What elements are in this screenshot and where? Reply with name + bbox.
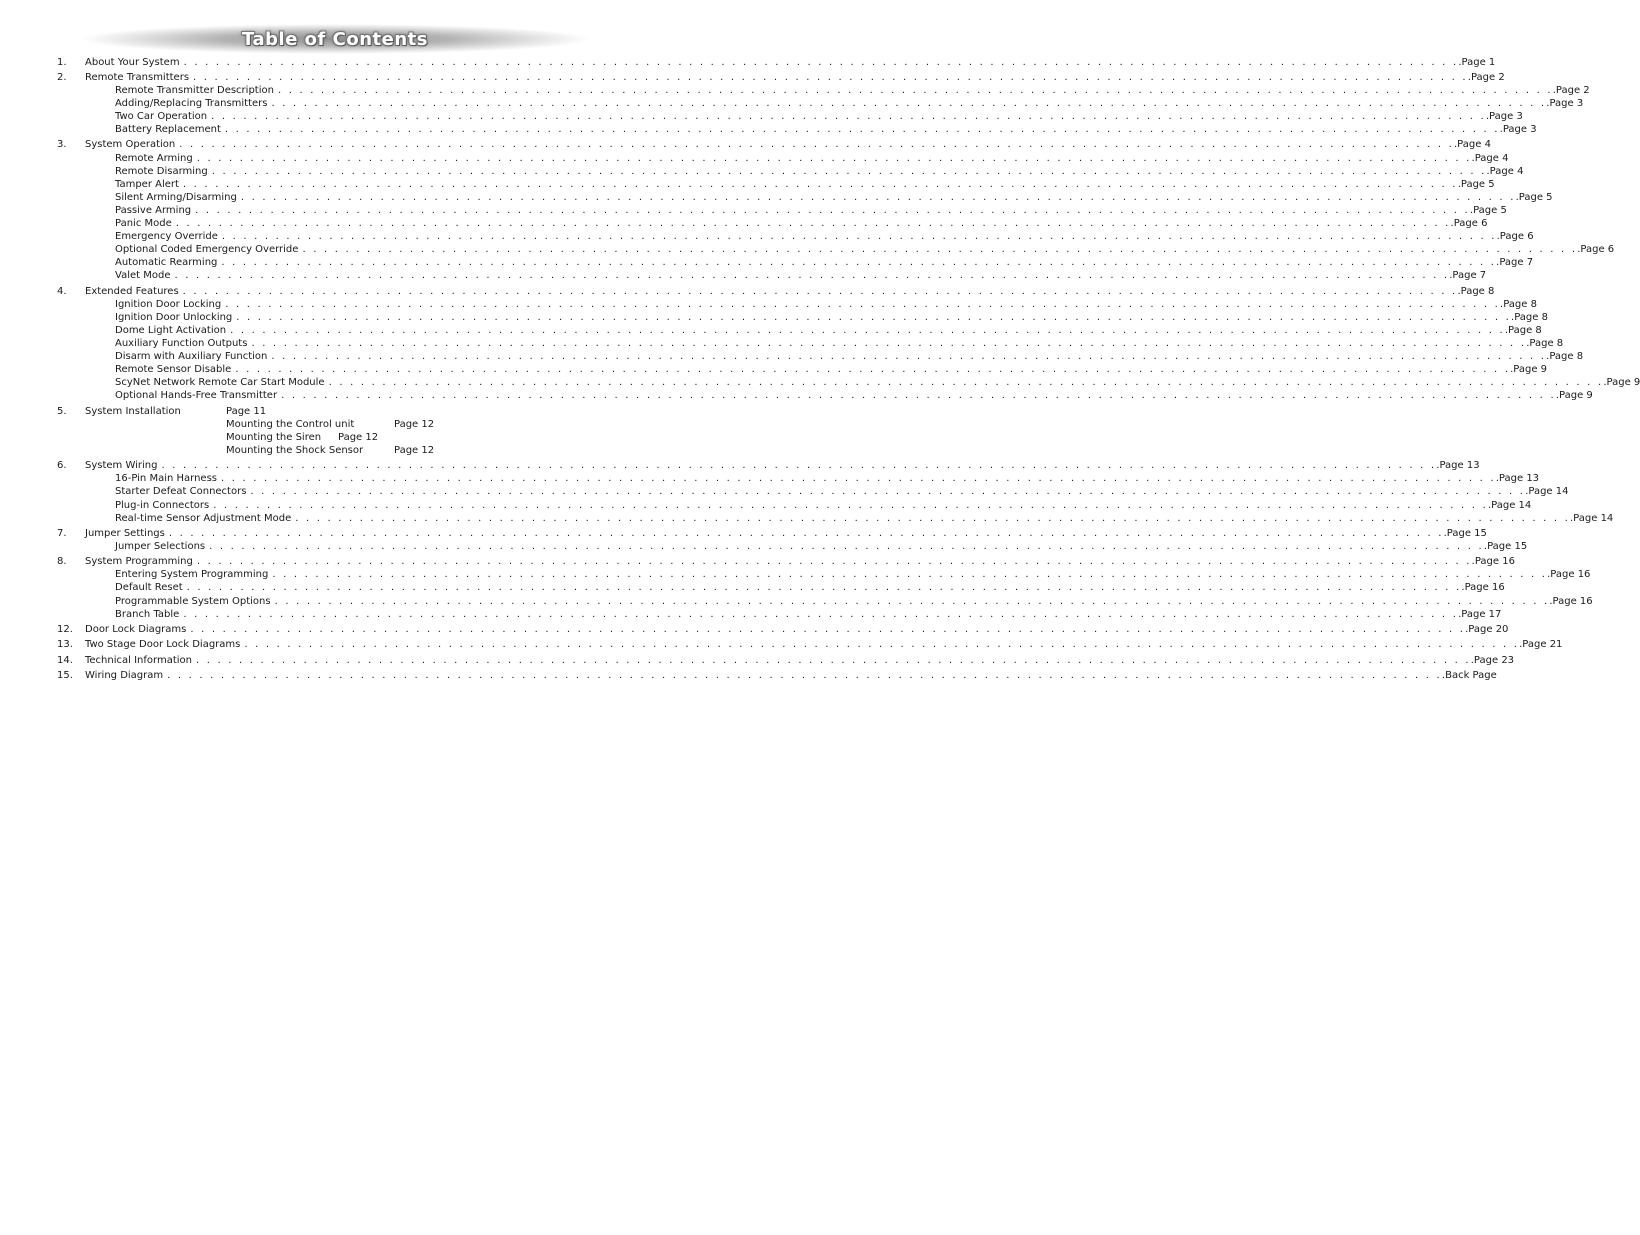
entry-page: Page 12 [394, 419, 435, 430]
entry-label: Optional Hands-Free Transmitter [115, 389, 281, 402]
toc-subentry[interactable] [115, 165, 1524, 178]
entry-label: Adding/Replacing Transmitters [115, 97, 272, 110]
entry-label: Dome Light Activation [115, 324, 230, 337]
dot-leader: . . . . . . . . . . . . . . . . . . . . . . . . . . . . . . . . . . . . . . . . . . . . . . . . . . . . . . . . . . . . . . . . . . . . . . . . . . . . . . . . . . . . . . . . . . . . . . . . . . . . . . . . . . . . . . . . . . . . . . . [183, 609, 1459, 620]
entry-page: .Page 15 [1483, 541, 1528, 552]
entry-label[interactable]: Mounting the Control unit [226, 419, 355, 430]
dot-leader: . . . . . . . . . . . . . . . . . . . . . . . . . . . . . . . . . . . . . . . . . . . . . . . . . . . . . . . . . . . . . . . . . . . . . . . . . . . . . . . . . . . . . . . . . . . . . . . . . . . . . . . . . . . . . . . . . . . . . . . [186, 582, 1462, 593]
toc-subentry[interactable] [115, 581, 1505, 594]
toc-entry[interactable] [85, 459, 1480, 472]
entry-page: .Page 4 [1454, 139, 1491, 150]
entry-label: Technical Information [85, 654, 196, 667]
entry-page: .Page 14 [1570, 513, 1614, 524]
toc-entry[interactable] [85, 527, 1487, 540]
entry-page: .Page 8 [1511, 312, 1548, 323]
entry-page: .Page 8 [1457, 286, 1495, 297]
dot-leader: . . . . . . . . . . . . . . . . . . . . . . . . . . . . . . . . . . . . . . . . . . . . . . . . . . . . . . . . . . . . . . . . . . . . . . . . . . . . . . . . . . . . . . . . . . . . . . . . . . . . . . . . . . . . . . . . . . . . . . . [271, 98, 1547, 109]
entry-label: Passive Arming [115, 204, 195, 217]
entry-page: Page 12 [338, 432, 379, 443]
entry-label: 16-Pin Main Harness [115, 472, 221, 485]
entry-page: .Page 3 [1499, 124, 1537, 135]
entry-page: .Page 13 [1495, 473, 1540, 484]
entry-label: Default Reset [115, 581, 187, 594]
dot-leader: . . . . . . . . . . . . . . . . . . . . . . . . . . . . . . . . . . . . . . . . . . . . . . . . . . . . . . . . . . . . . . . . . . . . . . . . . . . . . . . . . . . . . . . . . . . . . . . . . . . . . . . . . . . . . . . . . . . . . . . [271, 351, 1547, 362]
entry-page: .Page 9 [1510, 364, 1548, 375]
entry-label: System Programming [85, 555, 197, 568]
toc-subentry[interactable] [115, 568, 1591, 581]
entry-page: Page 12 [394, 445, 435, 456]
section-number: 4. [57, 286, 67, 297]
entry-label: Silent Arming/Disarming [115, 191, 241, 204]
dot-leader: . . . . . . . . . . . . . . . . . . . . . . . . . . . . . . . . . . . . . . . . . . . . . . . . . . . . . . . . . . . . . . . . . . . . . . . . . . . . . . . . . . . . . . . . . . . . . . . . . . . . . . . . . . . . . . . . . . . . . . . [235, 364, 1511, 375]
entry-page: .Page 5 [1469, 205, 1507, 216]
entry-label: ScyNet Network Remote Car Start Module [115, 376, 329, 389]
entry-page: .Page 14 [1525, 486, 1569, 497]
toc-subentry[interactable] [115, 298, 1537, 311]
toc-subentry[interactable] [115, 499, 1532, 512]
entry-page: .Page 23 [1470, 655, 1515, 666]
dot-leader: . . . . . . . . . . . . . . . . . . . . . . . . . . . . . . . . . . . . . . . . . . . . . . . . . . . . . . . . . . . . . . . . . . . . . . . . . . . . . . . . . . . . . . . . . . . . . . . . . . . . . . . . . . . . . . . . . . . . . . . [182, 179, 1458, 190]
entry-page: .Page 8 [1526, 338, 1564, 349]
entry-label: Starter Defeat Connectors [115, 485, 250, 498]
toc-subentry[interactable] [115, 389, 1593, 402]
section-number: 8. [57, 556, 67, 567]
entry-label: Optional Coded Emergency Override [115, 243, 302, 256]
toc-subentry[interactable] [115, 337, 1564, 350]
toc-subentry[interactable] [115, 595, 1593, 608]
entry-page: .Page 5 [1515, 192, 1553, 203]
dot-leader: . . . . . . . . . . . . . . . . . . . . . . . . . . . . . . . . . . . . . . . . . . . . . . . . . . . . . . . . . . . . . . . . . . . . . . . . . . . . . . . . . . . . . . . . . . . . . . . . . . . . . . . . . . . . . . . . . . . . . . . [174, 270, 1450, 281]
toc-subentry[interactable] [115, 376, 1640, 389]
dot-leader: . . . . . . . . . . . . . . . . . . . . . . . . . . . . . . . . . . . . . . . . . . . . . . . . . . . . . . . . . . . . . . . . . . . . . . . . . . . . . . . . . . . . . . . . . . . . . . . . . . . . . . . . . . . . . . . . . . . . . . . [190, 624, 1466, 635]
entry-label: Real-time Sensor Adjustment Mode [115, 512, 295, 525]
dot-leader: . . . . . . . . . . . . . . . . . . . . . . . . . . . . . . . . . . . . . . . . . . . . . . . . . . . . . . . . . . . . . . . . . . . . . . . . . . . . . . . . . . . . . . . . . . . . . . . . . . . . . . . . . . . . . . . . . . . . . . . [221, 257, 1497, 268]
dot-leader: . . . . . . . . . . . . . . . . . . . . . . . . . . . . . . . . . . . . . . . . . . . . . . . . . . . . . . . . . . . . . . . . . . . . . . . . . . . . . . . . . . . . . . . . . . . . . . . . . . . . . . . . . . . . . . . . . . . . . . . [167, 670, 1442, 681]
section-number: 14. [57, 655, 73, 666]
toc-subentry[interactable] [115, 110, 1523, 123]
entry-page: .Page 8 [1504, 325, 1542, 336]
section-number: 6. [57, 460, 67, 471]
dot-leader: . . . . . . . . . . . . . . . . . . . . . . . . . . . . . . . . . . . . . . . . . . . . . . . . . . . . . . . . . . . . . . . . . . . . . . . . . . . . . . . . . . . . . . . . . . . . . . . . . . . . . . . . . . . . . . . . . . . . . . . [250, 486, 1526, 497]
toc-subentry[interactable] [115, 123, 1537, 136]
entry-label: Remote Arming [115, 152, 197, 165]
section-number: 12. [57, 624, 73, 635]
entry-label: System Operation [85, 138, 179, 151]
toc-entry[interactable] [85, 138, 1491, 151]
dot-leader: . . . . . . . . . . . . . . . . . . . . . . . . . . . . . . . . . . . . . . . . . . . . . . . . . . . . . . . . . . . . . . . . . . . . . . . . . . . . . . . . . . . . . . . . . . . . . . . . . . . . . . . . . . . . . . . . . . . . . . . [224, 124, 1500, 135]
entry-page: .Page 16 [1547, 569, 1591, 580]
entry-label: Ignition Door Unlocking [115, 311, 236, 324]
entry-label: System Wiring [85, 459, 162, 472]
entry-label: Disarm with Auxiliary Function [115, 350, 271, 363]
section-number: 13. [57, 639, 73, 650]
entry-page: .Back Page [1441, 670, 1497, 681]
entry-page: .Page 1 [1458, 57, 1496, 68]
toc-entry[interactable] [85, 71, 1505, 84]
toc-entry[interactable] [85, 669, 1497, 682]
entry-label: Remote Transmitter Description [115, 84, 278, 97]
entry-page: .Page 3 [1546, 98, 1584, 109]
dot-leader: . . . . . . . . . . . . . . . . . . . . . . . . . . . . . . . . . . . . . . . . . . . . . . . . . . . . . . . . . . . . . . . . . . . . . . . . . . . . . . . . . . . . . . . . . . . . . . . . . . . . . . . . . . . . . . . . . . . . . . . [221, 231, 1497, 242]
entry-page: .Page 20 [1465, 624, 1509, 635]
toc-subentry[interactable] [115, 243, 1615, 256]
toc-subentry[interactable] [115, 324, 1542, 337]
entry-label: Remote Transmitters [85, 71, 193, 84]
toc-subentry[interactable] [115, 363, 1548, 376]
toc-subentry[interactable] [115, 230, 1534, 243]
dot-leader: . . . . . . . . . . . . . . . . . . . . . . . . . . . . . . . . . . . . . . . . . . . . . . . . . . . . . . . . . . . . . . . . . . . . . . . . . . . . . . . . . . . . . . . . . . . . . . . . . . . . . . . . . . . . . . . . . . . . . . . [272, 569, 1548, 580]
dot-leader: . . . . . . . . . . . . . . . . . . . . . . . . . . . . . . . . . . . . . . . . . . . . . . . . . . . . . . . . . . . . . . . . . . . . . . . . . . . . . . . . . . . . . . . . . . . . . . . . . . . . . . . . . . . . . . . . . . . . . . . [209, 541, 1484, 552]
dot-leader: . . . . . . . . . . . . . . . . . . . . . . . . . . . . . . . . . . . . . . . . . . . . . . . . . . . . . . . . . . . . . . . . . . . . . . . . . . . . . . . . . . . . . . . . . . . . . . . . . . . . . . . . . . . . . . . . . . . . . . . [211, 166, 1487, 177]
dot-leader: . . . . . . . . . . . . . . . . . . . . . . . . . . . . . . . . . . . . . . . . . . . . . . . . . . . . . . . . . . . . . . . . . . . . . . . . . . . . . . . . . . . . . . . . . . . . . . . . . . . . . . . . . . . . . . . . . . . . . . . [236, 312, 1512, 323]
entry-page: .Page 5 [1457, 179, 1495, 190]
entry-page: .Page 16 [1471, 556, 1515, 567]
entry-label: Automatic Rearming [115, 256, 221, 269]
toc-subentry[interactable] [115, 269, 1487, 282]
toc-subentry[interactable] [115, 178, 1495, 191]
entry-page: .Page 4 [1471, 153, 1509, 164]
toc-subentry[interactable] [115, 540, 1528, 553]
entry-page: .Page 13 [1436, 460, 1480, 471]
dot-leader: . . . . . . . . . . . . . . . . . . . . . . . . . . . . . . . . . . . . . . . . . . . . . . . . . . . . . . . . . . . . . . . . . . . . . . . . . . . . . . . . . . . . . . . . . . . . . . . . . . . . . . . . . . . . . . . . . . . . . . . [175, 218, 1451, 229]
entry-page: .Page 8 [1546, 351, 1584, 362]
toc-entry[interactable] [85, 285, 1495, 298]
toc-subentry[interactable] [115, 311, 1548, 324]
entry-label: Plug-in Connectors [115, 499, 213, 512]
toc-subentry[interactable] [115, 152, 1509, 165]
entry-label: Battery Replacement [115, 123, 225, 136]
toc-subentry[interactable] [115, 485, 1569, 498]
toc-entry[interactable] [85, 638, 1563, 651]
entry-label: Remote Disarming [115, 165, 212, 178]
toc-entry[interactable] [85, 654, 1515, 667]
toc-subentry[interactable] [115, 256, 1534, 269]
dot-leader: . . . . . . . . . . . . . . . . . . . . . . . . . . . . . . . . . . . . . . . . . . . . . . . . . . . . . . . . . . . . . . . . . . . . . . . . . . . . . . . . . . . . . . . . . . . . . . . . . . . . . . . . . . . . . . . . . . . . . . . [274, 596, 1550, 607]
dot-leader: . . . . . . . . . . . . . . . . . . . . . . . . . . . . . . . . . . . . . . . . . . . . . . . . . . . . . . . . . . . . . . . . . . . . . . . . . . . . . . . . . . . . . . . . . . . . . . . . . . . . . . . . . . . . . . . . . . . . . . . [195, 655, 1471, 666]
entry-label[interactable]: Mounting the Siren [226, 432, 322, 443]
dot-leader: . . . . . . . . . . . . . . . . . . . . . . . . . . . . . . . . . . . . . . . . . . . . . . . . . . . . . . . . . . . . . . . . . . . . . . . . . . . . . . . . . . . . . . . . . . . . . . . . . . . . . . . . . . . . . . . . . . . . . . . [277, 85, 1553, 96]
dot-leader: . . . . . . . . . . . . . . . . . . . . . . . . . . . . . . . . . . . . . . . . . . . . . . . . . . . . . . . . . . . . . . . . . . . . . . . . . . . . . . . . . . . . . . . . . . . . . . . . . . . . . . . . . . . . . . . . . . . . . . . [220, 473, 1496, 484]
entry-label: Panic Mode [115, 217, 176, 230]
entry-label: Auxiliary Function Outputs [115, 337, 251, 350]
entry-label: Tamper Alert [115, 178, 183, 191]
dot-leader: . . . . . . . . . . . . . . . . . . . . . . . . . . . . . . . . . . . . . . . . . . . . . . . . . . . . . . . . . . . . . . . . . . . . . . . . . . . . . . . . . . . . . . . . . . . . . . . . . . . . . . . . . . . . . . . . . . . . . . . [183, 57, 1459, 68]
toc-subentry[interactable] [115, 84, 1590, 97]
entry-page: .Page 6 [1496, 231, 1534, 242]
title-banner [80, 24, 590, 54]
entry-label: Door Lock Diagrams [85, 623, 190, 636]
dot-leader: . . . . . . . . . . . . . . . . . . . . . . . . . . . . . . . . . . . . . . . . . . . . . . . . . . . . . . . . . . . . . . . . . . . . . . . . . . . . . . . . . . . . . . . . . . . . . . . . . . . . . . . . . . . . . . . . . . . . . . . [168, 528, 1444, 539]
dot-leader: . . . . . . . . . . . . . . . . . . . . . . . . . . . . . . . . . . . . . . . . . . . . . . . . . . . . . . . . . . . . . . . . . . . . . . . . . . . . . . . . . . . . . . . . . . . . . . . . . . . . . . . . . . . . . . . . . . . . . . . [251, 338, 1527, 349]
toc-subentry[interactable] [115, 97, 1584, 110]
dot-leader: . . . . . . . . . . . . . . . . . . . . . . . . . . . . . . . . . . . . . . . . . . . . . . . . . . . . . . . . . . . . . . . . . . . . . . . . . . . . . . . . . . . . . . . . . . . . . . . . . . . . . . . . . . . . . . . . . . . . . . . [196, 556, 1472, 567]
entry-page: .Page 15 [1443, 528, 1487, 539]
entry-page: .Page 6 [1577, 244, 1615, 255]
toc-subentry[interactable] [115, 217, 1488, 230]
entry-label: Extended Features [85, 285, 183, 298]
entry-page: .Page 2 [1552, 85, 1590, 96]
section-number: 3. [57, 139, 67, 150]
entry-page: .Page 14 [1487, 500, 1532, 511]
dot-leader: . . . . . . . . . . . . . . . . . . . . . . . . . . . . . . . . . . . . . . . . . . . . . . . . . . . . . . . . . . . . . . . . . . . . . . . . . . . . . . . . . . . . . . . . . . . . . . . . . . . . . . . . . . . . . . . . . . . . . . . [196, 153, 1472, 164]
entry-page: .Page 8 [1500, 299, 1537, 310]
dot-leader: . . . . . . . . . . . . . . . . . . . . . . . . . . . . . . . . . . . . . . . . . . . . . . . . . . . . . . . . . . . . . . . . . . . . . . . . . . . . . . . . . . . . . . . . . . . . . . . . . . . . . . . . . . . . . . . . . . . . . . . [211, 111, 1486, 122]
dot-leader: . . . . . . . . . . . . . . . . . . . . . . . . . . . . . . . . . . . . . . . . . . . . . . . . . . . . . . . . . . . . . . . . . . . . . . . . . . . . . . . . . . . . . . . . . . . . . . . . . . . . . . . . . . . . . . . . . . . . . . . [195, 205, 1470, 216]
dot-leader: . . . . . . . . . . . . . . . . . . . . . . . . . . . . . . . . . . . . . . . . . . . . . . . . . . . . . . . . . . . . . . . . . . . . . . . . . . . . . . . . . . . . . . . . . . . . . . . . . . . . . . . . . . . . . . . . . . . . . . . [182, 286, 1458, 297]
entry-label: About Your System [85, 56, 184, 69]
entry-label: Two Stage Door Lock Diagrams [85, 638, 244, 651]
toc-subentry[interactable] [115, 512, 1614, 525]
dot-leader: . . . . . . . . . . . . . . . . . . . . . . . . . . . . . . . . . . . . . . . . . . . . . . . . . . . . . . . . . . . . . . . . . . . . . . . . . . . . . . . . . . . . . . . . . . . . . . . . . . . . . . . . . . . . . . . . . . . . . . . [244, 639, 1520, 650]
dot-leader: . . . . . . . . . . . . . . . . . . . . . . . . . . . . . . . . . . . . . . . . . . . . . . . . . . . . . . . . . . . . . . . . . . . . . . . . . . . . . . . . . . . . . . . . . . . . . . . . . . . . . . . . . . . . . . . . . . . . . . . [179, 139, 1454, 150]
dot-leader: . . . . . . . . . . . . . . . . . . . . . . . . . . . . . . . . . . . . . . . . . . . . . . . . . . . . . . . . . . . . . . . . . . . . . . . . . . . . . . . . . . . . . . . . . . . . . . . . . . . . . . . . . . . . . . . . . . . . . . . [193, 72, 1468, 83]
entry-label: Remote Sensor Disable [115, 363, 235, 376]
entry-page: .Page 4 [1486, 166, 1524, 177]
entry-label: Jumper Selections [115, 540, 209, 553]
entry-label: Branch Table [115, 608, 183, 621]
entry-page: .Page 6 [1450, 218, 1488, 229]
entry-page: .Page 9 [1603, 377, 1640, 388]
dot-leader: . . . . . . . . . . . . . . . . . . . . . . . . . . . . . . . . . . . . . . . . . . . . . . . . . . . . . . . . . . . . . . . . . . . . . . . . . . . . . . . . . . . . . . . . . . . . . . . . . . . . . . . . . . . . . . . . . . . . . . . [230, 325, 1505, 336]
entry-label: Programmable System Options [115, 595, 275, 608]
dot-leader: . . . . . . . . . . . . . . . . . . . . . . . . . . . . . . . . . . . . . . . . . . . . . . . . . . . . . . . . . . . . . . . . . . . . . . . . . . . . . . . . . . . . . . . . . . . . . . . . . . . . . . . . . . . . . . . . . . . . . . . [295, 513, 1570, 524]
entry-page: .Page 9 [1555, 390, 1593, 401]
entry-page: .Page 7 [1449, 270, 1487, 281]
toc-subentry[interactable] [115, 608, 1502, 621]
entry-page: .Page 17 [1458, 609, 1502, 620]
entry-page: .Page 16 [1549, 596, 1593, 607]
page-title: Table of Contents [242, 28, 428, 50]
dot-leader: . . . . . . . . . . . . . . . . . . . . . . . . . . . . . . . . . . . . . . . . . . . . . . . . . . . . . . . . . . . . . . . . . . . . . . . . . . . . . . . . . . . . . . . . . . . . . . . . . . . . . . . . . . . . . . . . . . . . . . . [225, 299, 1501, 310]
toc-subentry[interactable] [115, 472, 1540, 485]
entry-label: Ignition Door Locking [115, 298, 225, 311]
dot-leader: . . . . . . . . . . . . . . . . . . . . . . . . . . . . . . . . . . . . . . . . . . . . . . . . . . . . . . . . . . . . . . . . . . . . . . . . . . . . . . . . . . . . . . . . . . . . . . . . . . . . . . . . . . . . . . . . . . . . . . . [281, 390, 1556, 401]
entry-label[interactable]: Mounting the Shock Sensor [226, 445, 364, 456]
section-number: 5. [57, 406, 67, 417]
entry-label: Entering System Programming [115, 568, 272, 581]
dot-leader: . . . . . . . . . . . . . . . . . . . . . . . . . . . . . . . . . . . . . . . . . . . . . . . . . . . . . . . . . . . . . . . . . . . . . . . . . . . . . . . . . . . . . . . . . . . . . . . . . . . . . . . . . . . . . . . . . . . . . . . [302, 244, 1578, 255]
entry-page: .Page 2 [1467, 72, 1505, 83]
entry-label: Wiring Diagram [85, 669, 167, 682]
entry-page: .Page 16 [1461, 582, 1505, 593]
toc-entry[interactable] [85, 56, 1496, 69]
dot-leader: . . . . . . . . . . . . . . . . . . . . . . . . . . . . . . . . . . . . . . . . . . . . . . . . . . . . . . . . . . . . . . . . . . . . . . . . . . . . . . . . . . . . . . . . . . . . . . . . . . . . . . . . . . . . . . . . . . . . . . . [240, 192, 1516, 203]
toc-subentry[interactable] [115, 204, 1507, 217]
entry-page: Page 11 [226, 406, 267, 417]
entry-page: .Page 21 [1519, 639, 1563, 650]
section-number: 1. [57, 57, 67, 68]
section-number: 2. [57, 72, 67, 83]
section-number: 7. [57, 528, 67, 539]
dot-leader: . . . . . . . . . . . . . . . . . . . . . . . . . . . . . . . . . . . . . . . . . . . . . . . . . . . . . . . . . . . . . . . . . . . . . . . . . . . . . . . . . . . . . . . . . . . . . . . . . . . . . . . . . . . . . . . . . . . . . . . [161, 460, 1437, 471]
entry-label: Emergency Override [115, 230, 222, 243]
entry-page: .Page 3 [1485, 111, 1523, 122]
toc-subentry[interactable] [115, 350, 1584, 363]
toc-entry[interactable] [85, 623, 1509, 636]
dot-leader: . . . . . . . . . . . . . . . . . . . . . . . . . . . . . . . . . . . . . . . . . . . . . . . . . . . . . . . . . . . . . . . . . . . . . . . . . . . . . . . . . . . . . . . . . . . . . . . . . . . . . . . . . . . . . . . . . . . . . . . [213, 500, 1488, 511]
toc-subentry[interactable] [115, 191, 1553, 204]
entry-page: .Page 7 [1496, 257, 1534, 268]
entry-label: Jumper Settings [85, 527, 169, 540]
entry-label: Valet Mode [115, 269, 174, 282]
dot-leader: . . . . . . . . . . . . . . . . . . . . . . . . . . . . . . . . . . . . . . . . . . . . . . . . . . . . . . . . . . . . . . . . . . . . . . . . . . . . . . . . . . . . . . . . . . . . . . . . . . . . . . . . . . . . . . . . . . . . . . . [328, 377, 1604, 388]
entry-label: Two Car Operation [115, 110, 211, 123]
entry-label[interactable]: System Installation [85, 406, 181, 417]
section-number: 15. [57, 670, 73, 681]
toc-entry[interactable] [85, 555, 1515, 568]
